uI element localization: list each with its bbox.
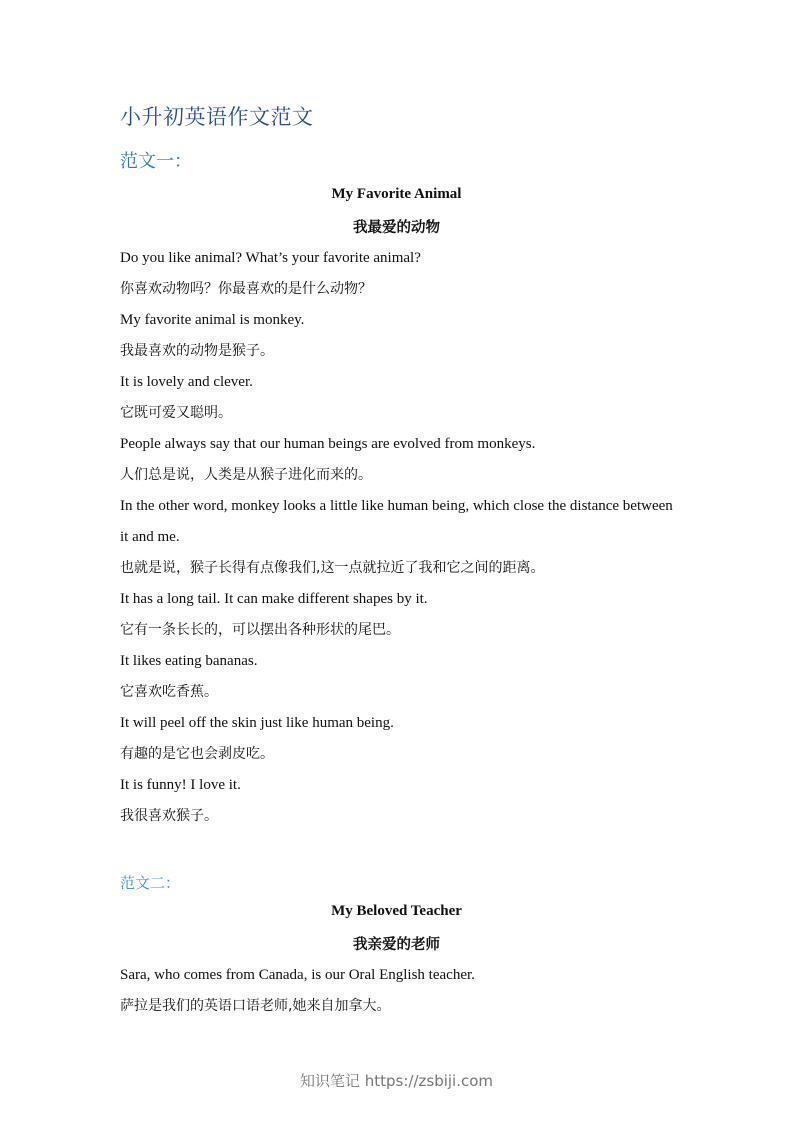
essay2-title-en: My Beloved Teacher bbox=[331, 903, 462, 919]
essay1-line-en: It is funny! I love it. bbox=[120, 777, 241, 793]
essay1-line-en: It will peel off the skin just like human being. bbox=[120, 715, 394, 731]
essay1-line-zh: 它有一条长长的，可以摆出各种形状的尾巴。 bbox=[120, 622, 400, 638]
essay1-line-zh: 我很喜欢猴子。 bbox=[120, 808, 218, 824]
essay2-line-zh: 萨拉是我们的英语口语老师,她来自加拿大。 bbox=[120, 998, 391, 1014]
essay1-body bbox=[120, 243, 680, 832]
essay2-line-en: Sara, who comes from Canada, is our Oral English teacher. bbox=[120, 967, 475, 983]
footer-watermark: 知识笔记 https://zsbiji.com bbox=[299, 1072, 494, 1090]
essay1-title-zh: 我最爱的动物 bbox=[353, 220, 440, 236]
essay2-title-zh: 我亲爱的老师 bbox=[353, 937, 440, 953]
essay1-line-en: People always say that our human beings are evolved from monkeys. bbox=[120, 436, 536, 452]
essay1-line-zh: 我最喜欢的动物是猴子。 bbox=[120, 343, 274, 359]
essay1-title-en: My Favorite Animal bbox=[331, 186, 462, 202]
document-title: 小升初英语作文范文 bbox=[120, 105, 314, 129]
essay1-line-zh: 也就是说，猴子长得有点像我们,这一点就拉近了我和它之间的距离。 bbox=[120, 560, 545, 576]
essay2-heading: 范文二： bbox=[120, 874, 181, 892]
essay1-line-zh: 它既可爱又聪明。 bbox=[120, 405, 232, 421]
essay1-line-en: My favorite animal is monkey. bbox=[120, 312, 305, 328]
essay1-line-zh: 人们总是说，人类是从猴子进化而来的。 bbox=[120, 467, 372, 483]
essay1-line-en: In the other word, monkey looks a little like human being, which close the distance between it and me. bbox=[120, 498, 673, 545]
essay1-heading: 范文一： bbox=[120, 151, 192, 172]
essay1-line-en: It is lovely and clever. bbox=[120, 374, 253, 390]
essay1-line-en: It has a long tail. It can make different shapes by it. bbox=[120, 591, 428, 607]
essay1-line-zh: 它喜欢吃香蕉。 bbox=[120, 684, 218, 700]
essay1-line-zh: 你喜欢动物吗？你最喜欢的是什么动物？ bbox=[120, 281, 372, 297]
essay1-line-en: It likes eating bananas. bbox=[120, 653, 258, 669]
essay2-body bbox=[120, 960, 680, 1022]
essay1-line-zh: 有趣的是它也会剥皮吃。 bbox=[120, 746, 274, 762]
essay1-line-en: Do you like animal? What’s your favorite animal? bbox=[120, 250, 421, 266]
